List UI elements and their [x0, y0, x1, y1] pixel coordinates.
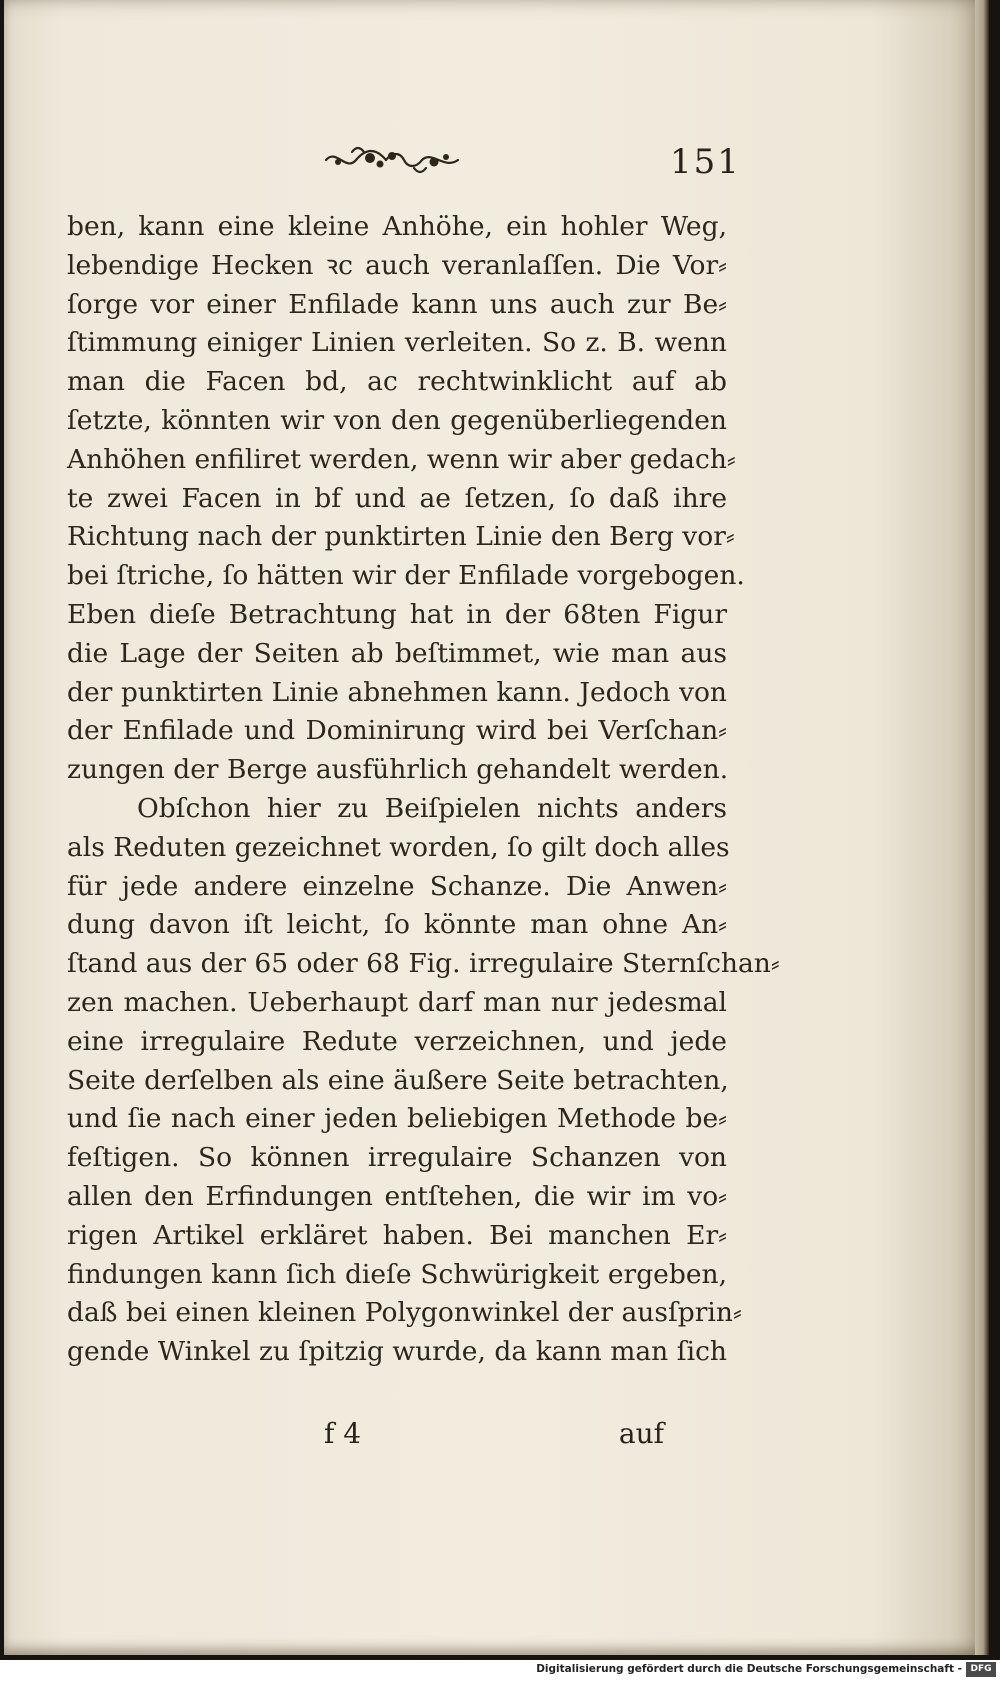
text-line: Obſchon hier zu Beiſpielen nichts anders: [137, 792, 727, 824]
text-line: findungen kann ſich dieſe Schwürigkeit ergeben,: [67, 1258, 727, 1290]
text-line: der Enfilade und Dominirung wird bei Verſchan⸗: [67, 715, 727, 747]
text-line: und ſie nach einer jeden beliebigen Methode be⸗: [67, 1103, 727, 1135]
text-line: Richtung nach der punktirten Linie den Berg vor⸗: [67, 521, 735, 553]
text-line: allen den Erfindungen entſtehen, die wir im vo⸗: [67, 1180, 727, 1212]
text-line: ben, kann eine kleine Anhöhe, ein hohler Weg,: [67, 211, 727, 242]
text-line: gende Winkel zu ſpitzig wurde, da kann man ſich: [67, 1336, 727, 1368]
body-text: [67, 208, 780, 1372]
text-line: lebendige Hecken ꝛc auch veranlaſſen. Die Vor⸗: [67, 249, 727, 281]
text-line: zen machen. Ueberhaupt darf man nur jedesmal: [67, 986, 727, 1018]
text-line: der punktirten Linie abnehmen kann. Jedoch von: [67, 676, 727, 708]
page-number: 151: [670, 142, 741, 182]
text-line: rigen Artikel erkläret haben. Bei manchen Er⸗: [67, 1219, 727, 1251]
text-line: für jede andere einzelne Schanze. Die Anwen⸗: [67, 870, 727, 902]
text-line: als Reduten gezeichnet worden, ſo gilt doch alles: [67, 831, 730, 863]
text-line: dung davon iſt leicht, ſo könnte man ohne An⸗: [67, 909, 727, 941]
text-line: ſorge vor einer Enfilade kann uns auch zur Be⸗: [67, 288, 727, 320]
text-line: Seite derſelben als eine äußere Seite betrachten,: [67, 1064, 729, 1096]
funding-credit: Digitalisierung gefördert durch die Deutsche Forschungsgemeinschaft -: [536, 1663, 962, 1675]
footer-bar: [0, 1660, 1000, 1681]
text-line: Anhöhen enfiliret werden, wenn wir aber gedach⸗: [67, 443, 736, 475]
page-edge: [975, 0, 989, 1655]
text-line: daß bei einen kleinen Polygonwinkel der ausſprin⸗: [67, 1297, 742, 1329]
text-line: ſtimmung einiger Linien verleiten. So z. B. wenn: [67, 327, 727, 359]
text-line: te zwei Facen in bf und ae ſetzen, ſo daß ihre: [67, 482, 727, 514]
text-line: ſetzte, könnten wir von den gegenüberliegenden: [67, 404, 727, 436]
text-line: zungen der Berge ausführlich gehandelt werden.: [67, 754, 729, 786]
text-line: man die Facen bd, ac rechtwinklicht auf ab: [67, 366, 727, 398]
text-line: ſtand aus der 65 oder 68 Fig. irregulaire Sternſchan⸗: [67, 948, 780, 980]
catchword: auf: [618, 1417, 664, 1450]
book-page: [4, 0, 989, 1655]
dfg-logo[interactable]: DFG: [966, 1662, 996, 1677]
text-line: feſtigen. So können irregulaire Schanzen von: [67, 1142, 727, 1174]
text-line: eine irregulaire Redute verzeichnen, und jede: [67, 1025, 727, 1057]
text-line: bei ſtriche, ſo hätten wir der Enfilade vorgebogen.: [67, 560, 745, 592]
signature-mark: f 4: [324, 1417, 362, 1450]
text-line: die Lage der Seiten ab beſtimmet, wie man aus: [67, 637, 727, 669]
flourish-ornament-icon: [322, 140, 462, 180]
text-line: Eben dieſe Betrachtung hat in der 68ten Figur: [67, 598, 727, 630]
